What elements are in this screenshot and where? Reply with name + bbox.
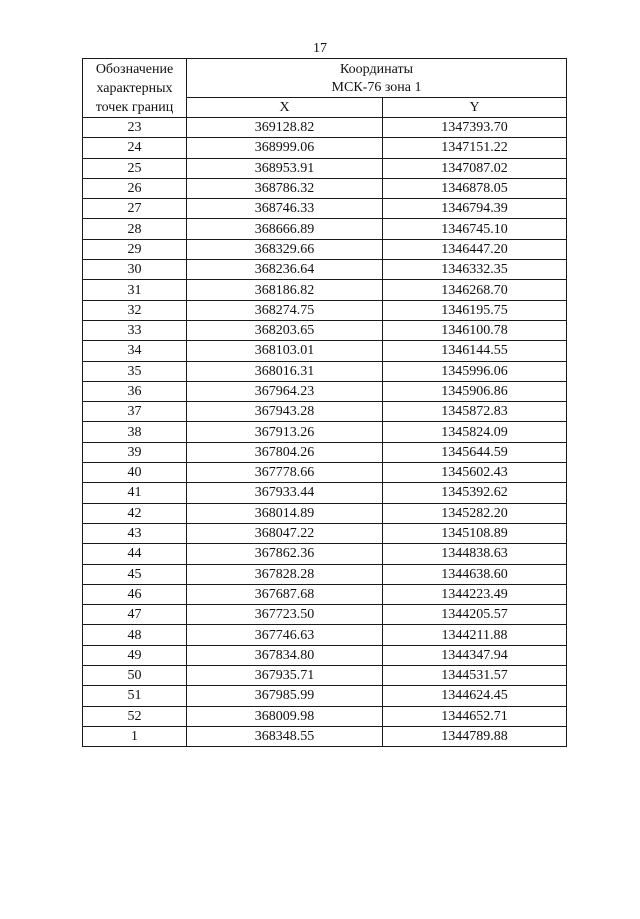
point-designation-header xyxy=(83,59,187,118)
table-row xyxy=(83,300,567,320)
x-coordinate-cell: 367913.26 xyxy=(187,422,383,442)
x-coordinate-cell: 368236.64 xyxy=(187,260,383,280)
table-row xyxy=(83,645,567,665)
x-coordinate-cell: 367935.71 xyxy=(187,666,383,686)
y-coordinate-cell: 1347151.22 xyxy=(383,138,567,158)
x-coordinate-cell: 368329.66 xyxy=(187,239,383,259)
table-row xyxy=(83,726,567,746)
x-coordinate-cell: 367985.99 xyxy=(187,686,383,706)
x-coordinate-cell: 368274.75 xyxy=(187,300,383,320)
y-coordinate-cell: 1344652.71 xyxy=(383,706,567,726)
x-column-header: X xyxy=(187,98,383,118)
x-coordinate-cell: 367862.36 xyxy=(187,544,383,564)
x-coordinate-cell: 368103.01 xyxy=(187,341,383,361)
x-coordinate-cell: 368009.98 xyxy=(187,706,383,726)
y-coordinate-cell: 1346144.55 xyxy=(383,341,567,361)
point-number-cell: 28 xyxy=(83,219,187,239)
point-number-cell: 49 xyxy=(83,645,187,665)
y-coordinate-cell: 1346447.20 xyxy=(383,239,567,259)
x-coordinate-cell: 367834.80 xyxy=(187,645,383,665)
point-designation-header-line: точек границ xyxy=(95,99,174,115)
point-number-cell: 24 xyxy=(83,138,187,158)
x-coordinate-cell: 367746.63 xyxy=(187,625,383,645)
x-coordinate-cell: 367828.28 xyxy=(187,564,383,584)
x-coordinate-cell: 368999.06 xyxy=(187,138,383,158)
table-row xyxy=(83,584,567,604)
point-number-cell: 23 xyxy=(83,118,187,138)
table-row xyxy=(83,483,567,503)
x-coordinate-cell: 367687.68 xyxy=(187,584,383,604)
point-number-cell: 1 xyxy=(83,726,187,746)
x-coordinate-cell: 368746.33 xyxy=(187,199,383,219)
y-coordinate-cell: 1344624.45 xyxy=(383,686,567,706)
table-header xyxy=(83,59,567,118)
x-coordinate-cell: 368348.55 xyxy=(187,726,383,746)
table-row xyxy=(83,280,567,300)
point-number-cell: 51 xyxy=(83,686,187,706)
point-number-cell: 45 xyxy=(83,564,187,584)
x-coordinate-cell: 368786.32 xyxy=(187,178,383,198)
point-designation-header-line: характерных xyxy=(96,80,173,96)
point-number-cell: 29 xyxy=(83,239,187,259)
coordinates-group-header-line: МСК-76 зона 1 xyxy=(331,80,422,95)
point-number-cell: 33 xyxy=(83,320,187,340)
y-coordinate-cell: 1344638.60 xyxy=(383,564,567,584)
table-row xyxy=(83,199,567,219)
y-coordinate-cell: 1345872.83 xyxy=(383,402,567,422)
point-number-cell: 30 xyxy=(83,260,187,280)
point-number-cell: 42 xyxy=(83,503,187,523)
y-coordinate-cell: 1344838.63 xyxy=(383,544,567,564)
table-row xyxy=(83,564,567,584)
point-number-cell: 36 xyxy=(83,381,187,401)
y-coordinate-cell: 1345644.59 xyxy=(383,442,567,462)
x-coordinate-cell: 367778.66 xyxy=(187,463,383,483)
table-row xyxy=(83,523,567,543)
table-row xyxy=(83,341,567,361)
point-number-cell: 34 xyxy=(83,341,187,361)
table-row xyxy=(83,503,567,523)
table-row xyxy=(83,138,567,158)
point-number-cell: 43 xyxy=(83,523,187,543)
x-coordinate-cell: 368016.31 xyxy=(187,361,383,381)
point-number-cell: 44 xyxy=(83,544,187,564)
point-number-cell: 40 xyxy=(83,463,187,483)
x-coordinate-cell: 368014.89 xyxy=(187,503,383,523)
point-number-cell: 38 xyxy=(83,422,187,442)
table-row xyxy=(83,320,567,340)
table-row xyxy=(83,666,567,686)
y-coordinate-cell: 1345282.20 xyxy=(383,503,567,523)
y-column-header: Y xyxy=(383,98,567,118)
table-row xyxy=(83,706,567,726)
x-coordinate-cell: 368953.91 xyxy=(187,158,383,178)
point-designation-header-line: Обозначение xyxy=(95,61,174,77)
y-coordinate-cell: 1345602.43 xyxy=(383,463,567,483)
y-coordinate-cell: 1346100.78 xyxy=(383,320,567,340)
table-row xyxy=(83,544,567,564)
y-coordinate-cell: 1346268.70 xyxy=(383,280,567,300)
y-coordinate-cell: 1346794.39 xyxy=(383,199,567,219)
x-coordinate-cell: 367943.28 xyxy=(187,402,383,422)
y-coordinate-cell: 1345906.86 xyxy=(383,381,567,401)
table-row xyxy=(83,422,567,442)
y-coordinate-cell: 1345996.06 xyxy=(383,361,567,381)
point-number-cell: 39 xyxy=(83,442,187,462)
y-coordinate-cell: 1345108.89 xyxy=(383,523,567,543)
y-coordinate-cell: 1347087.02 xyxy=(383,158,567,178)
point-number-cell: 31 xyxy=(83,280,187,300)
table-row xyxy=(83,442,567,462)
table-row xyxy=(83,625,567,645)
table-row xyxy=(83,178,567,198)
y-coordinate-cell: 1346745.10 xyxy=(383,219,567,239)
point-number-cell: 52 xyxy=(83,706,187,726)
table-row xyxy=(83,402,567,422)
y-coordinate-cell: 1344347.94 xyxy=(383,645,567,665)
table-row xyxy=(83,260,567,280)
table-row xyxy=(83,361,567,381)
table-row xyxy=(83,239,567,259)
page-number: 17 xyxy=(313,41,327,56)
point-number-cell: 47 xyxy=(83,605,187,625)
x-coordinate-cell: 367964.23 xyxy=(187,381,383,401)
x-coordinate-cell: 369128.82 xyxy=(187,118,383,138)
point-number-cell: 35 xyxy=(83,361,187,381)
y-coordinate-cell: 1345824.09 xyxy=(383,422,567,442)
x-coordinate-cell: 367723.50 xyxy=(187,605,383,625)
y-coordinate-cell: 1344205.57 xyxy=(383,605,567,625)
point-number-cell: 32 xyxy=(83,300,187,320)
point-number-cell: 27 xyxy=(83,199,187,219)
y-coordinate-cell: 1346878.05 xyxy=(383,178,567,198)
y-coordinate-cell: 1344223.49 xyxy=(383,584,567,604)
x-coordinate-cell: 368047.22 xyxy=(187,523,383,543)
coordinates-group-header-line: Координаты xyxy=(340,62,413,77)
x-coordinate-cell: 368203.65 xyxy=(187,320,383,340)
coordinates-table xyxy=(82,58,567,747)
table-row xyxy=(83,463,567,483)
x-coordinate-cell: 367804.26 xyxy=(187,442,383,462)
y-coordinate-cell: 1346195.75 xyxy=(383,300,567,320)
table-row xyxy=(83,158,567,178)
y-coordinate-cell: 1345392.62 xyxy=(383,483,567,503)
y-coordinate-cell: 1347393.70 xyxy=(383,118,567,138)
table-row xyxy=(83,605,567,625)
point-number-cell: 50 xyxy=(83,666,187,686)
coordinates-group-header xyxy=(187,59,567,98)
table-row xyxy=(83,686,567,706)
table-body xyxy=(83,118,567,747)
table-row xyxy=(83,219,567,239)
x-coordinate-cell: 367933.44 xyxy=(187,483,383,503)
point-number-cell: 26 xyxy=(83,178,187,198)
point-number-cell: 25 xyxy=(83,158,187,178)
y-coordinate-cell: 1344531.57 xyxy=(383,666,567,686)
x-coordinate-cell: 368666.89 xyxy=(187,219,383,239)
x-coordinate-cell: 368186.82 xyxy=(187,280,383,300)
y-coordinate-cell: 1346332.35 xyxy=(383,260,567,280)
point-number-cell: 37 xyxy=(83,402,187,422)
point-number-cell: 46 xyxy=(83,584,187,604)
y-coordinate-cell: 1344789.88 xyxy=(383,726,567,746)
point-number-cell: 48 xyxy=(83,625,187,645)
point-number-cell: 41 xyxy=(83,483,187,503)
table-row xyxy=(83,381,567,401)
y-coordinate-cell: 1344211.88 xyxy=(383,625,567,645)
table-row xyxy=(83,118,567,138)
